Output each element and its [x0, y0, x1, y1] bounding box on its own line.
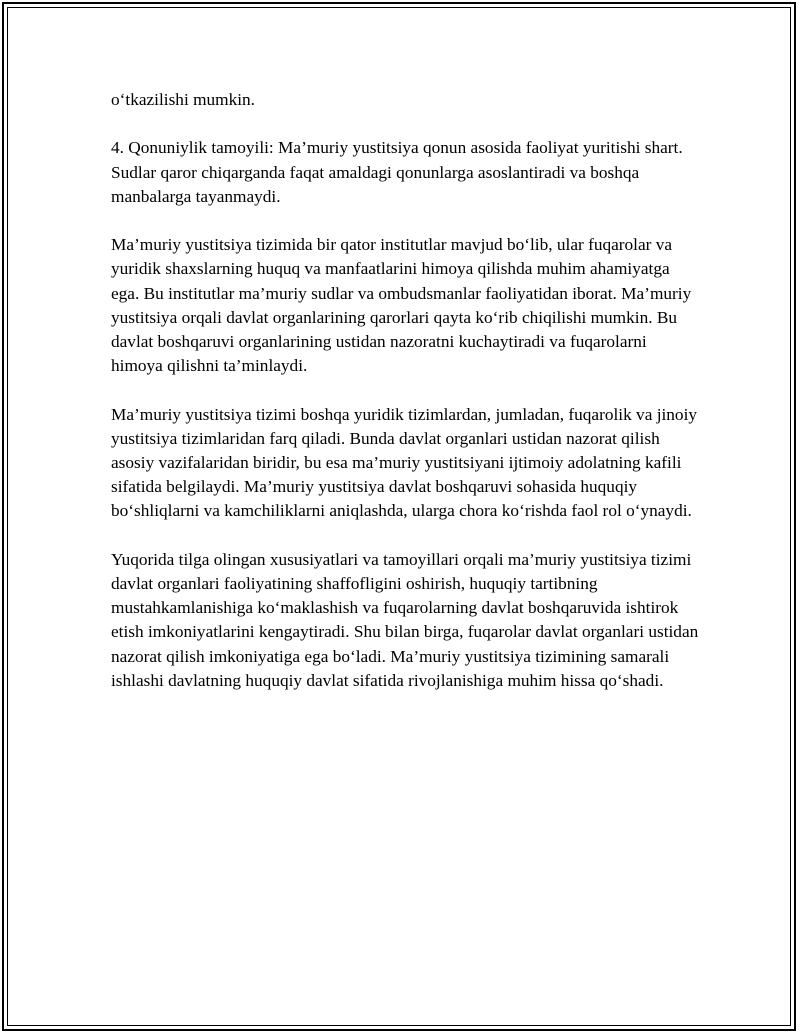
paragraph-continuation: o‘tkazilishi mumkin. — [111, 90, 255, 109]
paragraph-legality-principle: 4. Qonuniylik tamoyili: Ma’muriy yustitsiya qonun asosida faoliyat yuritishi shart. Sudlar qaror chiqarganda faqat amaldagi qonunlarga asoslantiradi va boshqa manbalarga tayanmaydi. — [111, 138, 683, 206]
paragraph-institutions: Ma’muriy yustitsiya tizimida bir qator institutlar mavjud bo‘lib, ular fuqarolar va yuridik shaxslarning huquq va manfaatlarini himoya qilishda muhim ahamiyatga ega. Bu institutlar ma’muriy sudlar va ombudsmanlar faoliyatidan iborat. Ma’muriy yustitsiya orqali davlat organlarining qarorlari qayta ko‘rib chiqilishi mumkin. Bu davlat boshqaruvi organlarining ustidan nazoratni kuchaytiradi va fuqarolarni himoya qilishni ta’minlaydi. — [111, 235, 692, 376]
document-body — [111, 88, 701, 717]
paragraph-differences: Ma’muriy yustitsiya tizimi boshqa yuridik tizimlardan, jumladan, fuqarolik va jinoiy yustitsiya tizimlaridan farq qiladi. Bunda davlat organlari ustidan nazorat qilish asosiy vazifalaridan biridir, bu esa ma’muriy yustitsiyani ijtimoiy adolatning kafili sifatida belgilaydi. Ma’muriy yustitsiya davlat boshqaruvi sohasida huquqiy bo‘shliqlarni va kamchiliklarni aniqlashda, ularga chora ko‘rishda faol rol o‘ynaydi. — [111, 404, 698, 521]
paragraph-conclusion: Yuqorida tilga olingan xususiyatlari va tamoyillari orqali ma’muriy yustitsiya tizimi davlat organlari faoliyatining shaffofligini oshirish, huquqiy tartibning mustahkamlanishiga ko‘maklashish va fuqarolarning davlat boshqaruvida ishtirok etish imkoniyatlarini kengaytiradi. Shu bilan birga, fuqarolar davlat organlari ustidan nazorat qilish imkoniyatiga ega bo‘ladi. Ma’muriy yustitsiya tizimining samarali ishlashi davlatning huquqiy davlat sifatida rivojlanishiga muhim hissa qo‘shadi. — [111, 549, 699, 690]
